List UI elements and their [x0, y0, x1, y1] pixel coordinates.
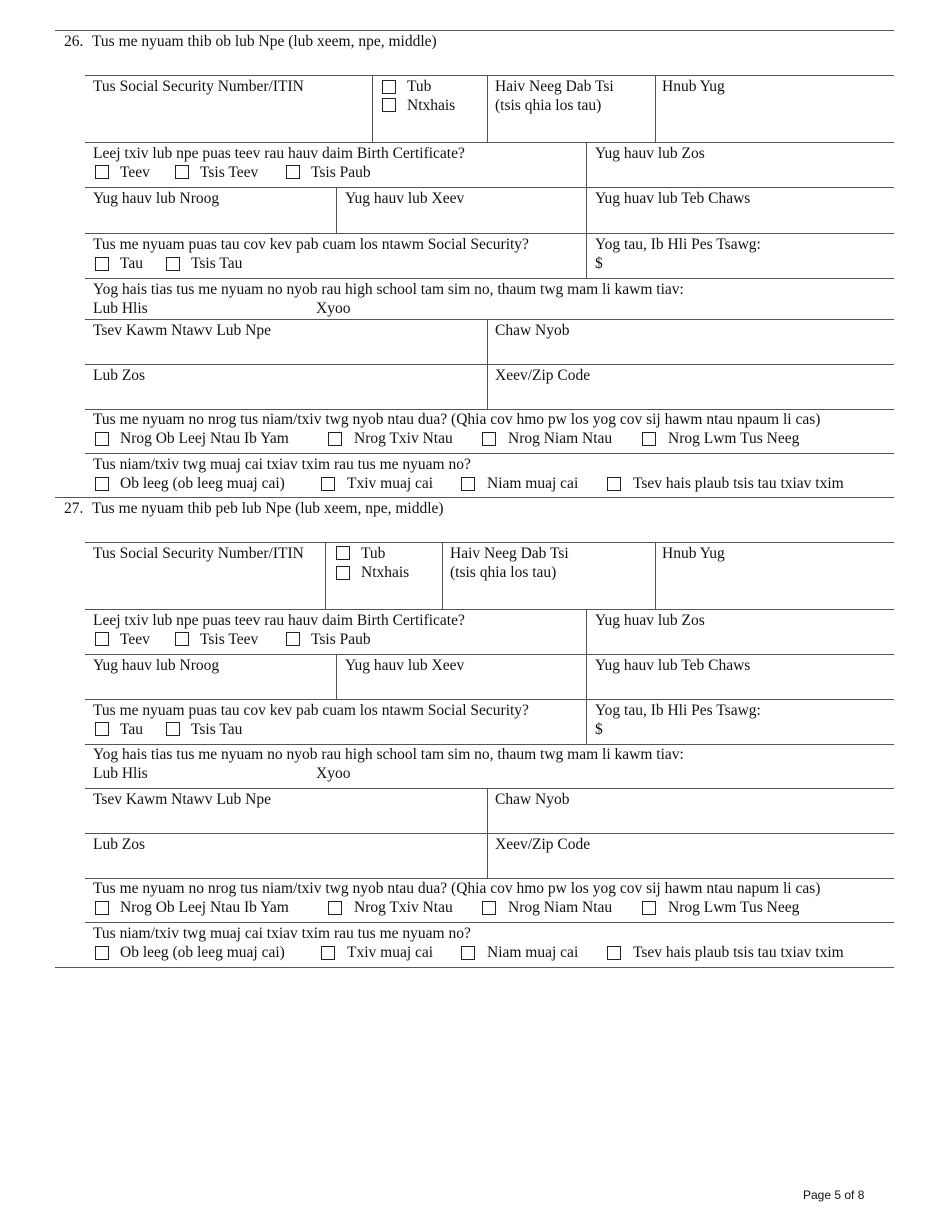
currency-symbol: $ [595, 721, 603, 738]
custody-mother-checkbox[interactable] [461, 946, 475, 960]
gender-girl-label: Ntxhais [407, 97, 456, 114]
birth-county-field-label: Yug hauv lub Nroog [93, 657, 220, 674]
ethnicity-field-note: (tsis qhia los tau) [495, 97, 602, 114]
living-mother-label: Nrog Niam Ntau [508, 430, 613, 447]
birth-cert-listed-checkbox[interactable] [95, 165, 109, 179]
divider [85, 187, 894, 188]
divider [586, 142, 587, 187]
divider [85, 833, 894, 834]
living-father-label: Nrog Txiv Ntau [354, 430, 453, 447]
divider [442, 542, 443, 609]
ethnicity-field-label: Haiv Neeg Dab Tsi [495, 78, 614, 95]
divider [85, 364, 894, 365]
gender-boy-checkbox[interactable] [336, 546, 350, 560]
divider [85, 542, 894, 543]
custody-mother-checkbox[interactable] [461, 477, 475, 491]
custody-question: Tus niam/txiv twg muaj cai txiav txim rau tus me nyuam no? [93, 925, 471, 942]
divider [85, 142, 894, 143]
birth-country-field-label: Yug huav lub Teb Chaws [595, 190, 751, 207]
divider [85, 744, 894, 745]
divider [586, 233, 587, 278]
living-father-checkbox[interactable] [328, 901, 342, 915]
ethnicity-field-label: Haiv Neeg Dab Tsi [450, 545, 569, 562]
custody-both-label: Ob leeg (ob leeg muaj cai) [120, 475, 285, 492]
divider [586, 699, 587, 744]
birth-state-field-label: Yug hauv lub Xeev [345, 190, 465, 207]
gender-boy-label: Tub [361, 545, 386, 562]
school-name-field-label: Tsev Kawm Ntawv Lub Npe [93, 322, 271, 339]
divider [85, 409, 894, 410]
school-city-field-label: Lub Zos [93, 367, 146, 384]
custody-undecided-checkbox[interactable] [607, 946, 621, 960]
school-state-zip-field-label: Xeev/Zip Code [495, 836, 591, 853]
birth-cert-listed-checkbox[interactable] [95, 632, 109, 646]
divider [586, 187, 587, 233]
divider [85, 75, 894, 76]
custody-father-checkbox[interactable] [321, 946, 335, 960]
living-both-equal-label: Nrog Ob Leej Ntau Ib Yam [120, 430, 289, 447]
school-state-zip-field-label: Xeev/Zip Code [495, 367, 591, 384]
living-father-label: Nrog Txiv Ntau [354, 899, 453, 916]
living-question: Tus me nyuam no nrog tus niam/txiv twg nyob ntau dua? (Qhia cov hmo pw los yog cov sij hawm ntau npaum li cas) [93, 411, 821, 428]
custody-undecided-checkbox[interactable] [607, 477, 621, 491]
birth-cert-unknown-label: Tsis Paub [311, 631, 371, 648]
custody-father-label: Txiv muaj cai [347, 475, 434, 492]
ss-benefits-yes-checkbox[interactable] [95, 257, 109, 271]
divider [85, 788, 894, 789]
living-other-checkbox[interactable] [642, 432, 656, 446]
living-mother-checkbox[interactable] [482, 901, 496, 915]
living-mother-label: Nrog Niam Ntau [508, 899, 613, 916]
custody-both-checkbox[interactable] [95, 946, 109, 960]
ssn-field-label: Tus Social Security Number/ITIN [93, 78, 304, 95]
custody-father-label: Txiv muaj cai [347, 944, 434, 961]
monthly-amount-label: Yog tau, Ib Hli Pes Tsawg: [595, 702, 761, 719]
birth-city-field-label: Yug hauv lub Zos [595, 145, 705, 162]
birth-country-field-label: Yug hauv lub Teb Chaws [595, 657, 751, 674]
ss-benefits-no-label: Tsis Tau [191, 721, 243, 738]
grad-month-label: Lub Hlis [93, 300, 148, 317]
divider [85, 319, 894, 320]
grad-year-label: Xyoo [316, 300, 351, 317]
ss-benefits-question: Tus me nyuam puas tau cov kev pab cuam los ntawm Social Security? [93, 236, 529, 253]
birth-cert-not-listed-checkbox[interactable] [175, 165, 189, 179]
birth-cert-unknown-checkbox[interactable] [286, 632, 300, 646]
divider [55, 497, 894, 498]
birthdate-field-label: Hnub Yug [662, 545, 725, 562]
divider [85, 453, 894, 454]
ss-benefits-yes-checkbox[interactable] [95, 722, 109, 736]
section-number: 26. [64, 33, 84, 50]
living-mother-checkbox[interactable] [482, 432, 496, 446]
divider [85, 233, 894, 234]
birth-cert-question: Leej txiv lub npe puas teev rau hauv daim Birth Certificate? [93, 145, 465, 162]
divider [586, 609, 587, 654]
ethnicity-field-note: (tsis qhia los tau) [450, 564, 557, 581]
birth-cert-unknown-label: Tsis Paub [311, 164, 371, 181]
birth-cert-not-listed-checkbox[interactable] [175, 632, 189, 646]
divider [336, 187, 337, 233]
living-both-equal-label: Nrog Ob Leej Ntau Ib Yam [120, 899, 289, 916]
section-number: 27. [64, 500, 84, 517]
section-title: Tus me nyuam thib ob lub Npe (lub xeem, npe, middle) [92, 33, 437, 50]
ss-benefits-no-label: Tsis Tau [191, 255, 243, 272]
living-both-equal-checkbox[interactable] [95, 432, 109, 446]
divider [85, 654, 894, 655]
school-city-field-label: Lub Zos [93, 836, 146, 853]
ss-benefits-question: Tus me nyuam puas tau cov kev pab cuam los ntawm Social Security? [93, 702, 529, 719]
birth-cert-unknown-checkbox[interactable] [286, 165, 300, 179]
living-other-label: Nrog Lwm Tus Neeg [668, 430, 800, 447]
custody-mother-label: Niam muaj cai [487, 944, 579, 961]
page-number: Page 5 of 8 [803, 1188, 865, 1202]
school-question: Yog hais tias tus me nyuam no nyob rau high school tam sim no, thaum twg mam li kawm tiav: [93, 281, 684, 298]
birth-cert-question: Leej txiv lub npe puas teev rau hauv daim Birth Certificate? [93, 612, 465, 629]
gender-boy-checkbox[interactable] [382, 80, 396, 94]
birth-cert-listed-label: Teev [120, 631, 150, 648]
divider [487, 75, 488, 142]
divider [586, 654, 587, 699]
ss-benefits-yes-label: Tau [120, 255, 144, 272]
birth-state-field-label: Yug hauv lub Xeev [345, 657, 465, 674]
divider [85, 278, 894, 279]
school-address-field-label: Chaw Nyob [495, 791, 570, 808]
birth-cert-listed-label: Teev [120, 164, 150, 181]
divider [372, 75, 373, 142]
living-other-checkbox[interactable] [642, 901, 656, 915]
ssn-field-label: Tus Social Security Number/ITIN [93, 545, 304, 562]
section-title: Tus me nyuam thib peb lub Npe (lub xeem, npe, middle) [92, 500, 444, 517]
custody-both-label: Ob leeg (ob leeg muaj cai) [120, 944, 285, 961]
gender-girl-label: Ntxhais [361, 564, 410, 581]
grad-year-label: Xyoo [316, 765, 351, 782]
gender-girl-checkbox[interactable] [336, 566, 350, 580]
gender-girl-checkbox[interactable] [382, 98, 396, 112]
divider [325, 542, 326, 609]
gender-boy-label: Tub [407, 78, 432, 95]
school-name-field-label: Tsev Kawm Ntawv Lub Npe [93, 791, 271, 808]
birth-cert-not-listed-label: Tsis Teev [200, 631, 259, 648]
living-both-equal-checkbox[interactable] [95, 901, 109, 915]
custody-both-checkbox[interactable] [95, 477, 109, 491]
divider [85, 878, 894, 879]
divider [55, 30, 894, 31]
divider [85, 609, 894, 610]
divider [85, 699, 894, 700]
custody-father-checkbox[interactable] [321, 477, 335, 491]
birth-city-field-label: Yug huav lub Zos [595, 612, 705, 629]
ss-benefits-no-checkbox[interactable] [166, 722, 180, 736]
ss-benefits-yes-label: Tau [120, 721, 144, 738]
school-address-field-label: Chaw Nyob [495, 322, 570, 339]
divider [85, 922, 894, 923]
living-question: Tus me nyuam no nrog tus niam/txiv twg nyob ntau dua? (Qhia cov hmo pw los yog cov sij hawm ntau napum li cas) [93, 880, 821, 897]
custody-mother-label: Niam muaj cai [487, 475, 579, 492]
divider [655, 75, 656, 142]
birthdate-field-label: Hnub Yug [662, 78, 725, 95]
living-other-label: Nrog Lwm Tus Neeg [668, 899, 800, 916]
birth-cert-not-listed-label: Tsis Teev [200, 164, 259, 181]
living-father-checkbox[interactable] [328, 432, 342, 446]
birth-county-field-label: Yug hauv lub Nroog [93, 190, 220, 207]
divider [336, 654, 337, 699]
custody-question: Tus niam/txiv twg muaj cai txiav txim rau tus me nyuam no? [93, 456, 471, 473]
currency-symbol: $ [595, 255, 603, 272]
custody-undecided-label: Tsev hais plaub tsis tau txiav txim [633, 944, 844, 961]
custody-undecided-label: Tsev hais plaub tsis tau txiav txim [633, 475, 844, 492]
grad-month-label: Lub Hlis [93, 765, 148, 782]
ss-benefits-no-checkbox[interactable] [166, 257, 180, 271]
divider [55, 967, 894, 968]
school-question: Yog hais tias tus me nyuam no nyob rau high school tam sim no, thaum twg mam li kawm tiav: [93, 746, 684, 763]
monthly-amount-label: Yog tau, Ib Hli Pes Tsawg: [595, 236, 761, 253]
divider [655, 542, 656, 609]
